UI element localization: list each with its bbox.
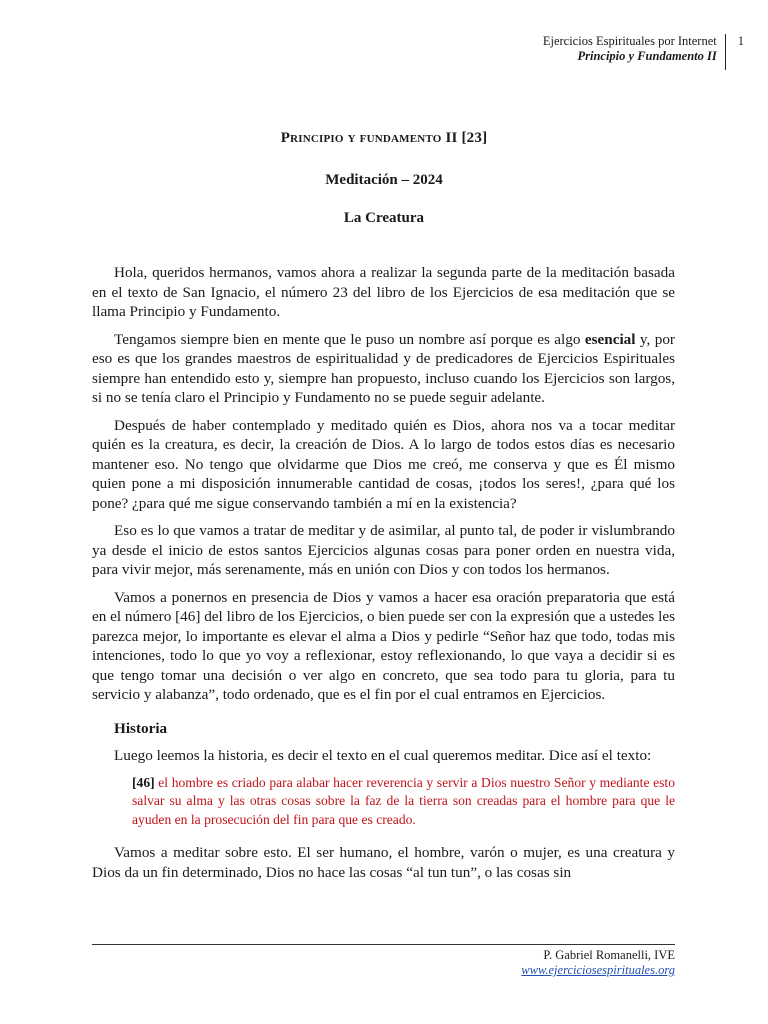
paragraph: Después de haber contemplado y meditado quién es Dios, ahora nos va a tocar meditar quién es la creatura, es decir, la creación de Dios. A lo largo de todos estos días es necesario mantener eso. No tengo que olvidarme que Dios me creó, me conserva y que es Él mismo quien pone a mi disposición innumerable cantidad de cosas, ¡todos los seres!, ¿para qué los pone? ¿para qué me sigue conservando también a mí en la existencia? <box>92 416 675 512</box>
document-title: Principio y fundamento II [23] <box>280 130 488 146</box>
footer-website-link[interactable]: www.ejerciciosespirituales.org <box>521 963 675 977</box>
paragraph: Eso es lo que vamos a tratar de meditar y de asimilar, al punto tal, de poder ir vislumbrando ya desde el inicio de estos santos Ejercicios algunas cosas para poner orden en nuestra vida, para vivir mejor, más serenamente, más en unión con Dios y con todos los hermanos. <box>92 522 675 578</box>
section-heading: Historia <box>114 719 168 737</box>
paragraph: Vamos a meditar sobre esto. El ser humano, el hombre, varón o mujer, es una creatura y Dios da un fin determinado, Dios no hace las cosas “al tun tun”, o las cosas sin <box>92 844 675 881</box>
page-footer <box>521 948 675 978</box>
emphasis-text: esencial <box>584 330 636 348</box>
document-topic: La Creatura <box>343 210 425 226</box>
scripture-quote <box>132 774 675 830</box>
paragraph <box>92 330 675 408</box>
quote-reference: [46] <box>132 774 155 790</box>
paragraph-text: y, por eso es que los grandes maestros de espiritualidad y de predicadores de Ejercicios Espirituales siempre han entendido esto y, siempre han propuesto, incluso cuando los Ejercicios son largos, si no se tenía claro el Principio y Fundamento no se puede seguir adelante. <box>92 330 675 406</box>
document-body <box>92 263 675 890</box>
header-series-title: Ejercicios Espirituales por Internet <box>542 34 717 48</box>
paragraph: Vamos a ponernos en presencia de Dios y vamos a hacer esa oración preparatoria que está en el número [46] del libro de los Ejercicios, o bien puede ser con la expresión que a ustedes les parezca mejor, lo importante es elevar el alma a Dios y pedirle “Señor haz que todo, todas mis intenciones, todo lo que yo voy a reflexionar, estoy reflexionando, lo que vaya a decidir si es que tengo tomar una decisión o ver algo en concreto, que sea todo para tu gloria, para tu servicio y alabanza”, todo ordenado, que es el fin por el cual entramos en Ejercicios. <box>92 588 675 703</box>
paragraph: Luego leemos la historia, es decir el texto en el cual queremos meditar. Dice así el texto: <box>114 747 652 764</box>
header-document-title: Principio y Fundamento II <box>577 49 717 63</box>
quote-text: el hombre es criado para alabar hacer reverencia y servir a Dios nuestro Señor y mediante esto salvar su alma y las otras cosas sobre la faz de la tierra son creadas para el hombre para que le ayuden en la prosecución del fin para que es creado. <box>132 774 675 827</box>
title-block <box>0 130 768 232</box>
footer-author: P. Gabriel Romanelli, IVE <box>543 948 675 962</box>
header-text <box>543 34 726 70</box>
document-subtitle: Meditación – 2024 <box>325 172 443 188</box>
page-header <box>543 34 744 70</box>
footer-divider <box>92 944 675 945</box>
paragraph: Hola, queridos hermanos, vamos ahora a realizar la segunda parte de la meditación basada en el texto de San Ignacio, el número 23 del libro de los Ejercicios de esa meditación que se llama Principio y Fundamento. <box>92 264 675 320</box>
page-number: 1 <box>737 34 744 48</box>
paragraph-text: Tengamos siempre bien en mente que le puso un nombre así porque es algo <box>114 330 585 348</box>
